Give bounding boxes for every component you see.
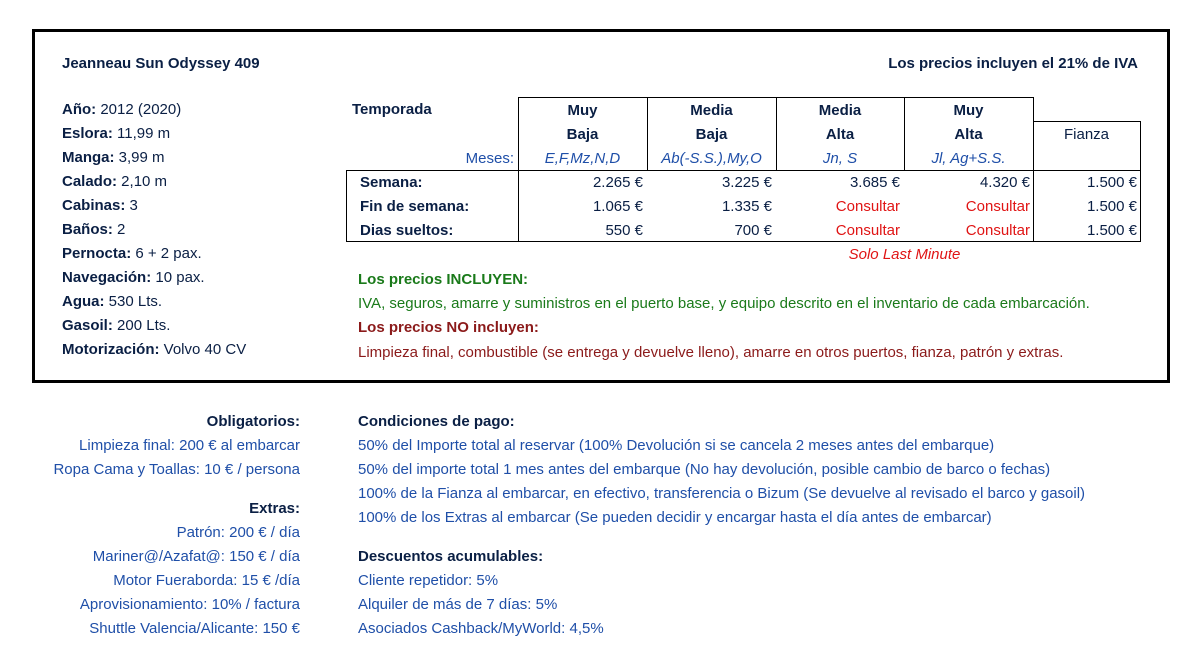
consultar-cell: Consultar [965,222,1030,239]
price-cell: 3.225 € [721,174,772,191]
season-1-line2: Baja [566,126,599,143]
pago-item: 100% de los Extras al embarcar (Se pueden decidir y encargar hasta el día antes de embarcar) [358,509,992,526]
spec-beam: Manga: 3,99 m [62,149,165,166]
temporada-label: Temporada [352,101,432,118]
descuento-item: Alquiler de más de 7 días: 5% [358,596,558,613]
spec-length: Eslora: 11,99 m [62,125,171,142]
iva-note: Los precios incluyen el 21% de IVA [888,55,1138,72]
season-2-line2: Baja [695,126,728,143]
price-cell: 550 € [605,222,643,239]
row-dias-sueltos-label: Dias sueltos: [360,222,454,239]
price-cell: 3.685 € [849,174,900,191]
descuentos-title: Descuentos acumulables: [358,548,544,565]
spec-bathrooms: Baños: 2 [62,221,126,238]
fianza-cell: 1.500 € [1086,198,1137,215]
includes-text: IVA, seguros, amarre y suministros en el puerto base, y equipo descrito en el inventario de cada embarcación. [358,295,1090,312]
extra-item: Aprovisionamiento: 10% / factura [79,596,300,613]
fianza-cell: 1.500 € [1086,174,1137,191]
obligatorio-item: Limpieza final: 200 € al embarcar [79,437,300,454]
fianza-cell: 1.500 € [1086,222,1137,239]
spec-water: Agua: 530 Lts. [62,293,163,310]
season-4-line1: Muy [953,102,984,119]
price-cell: 1.335 € [721,198,772,215]
season-3-line1: Media [818,102,862,119]
includes-title: Los precios INCLUYEN: [358,271,529,288]
boat-name: Jeanneau Sun Odyssey 409 [62,55,260,72]
spec-draft: Calado: 2,10 m [62,173,168,190]
price-cell: 700 € [734,222,772,239]
pago-item: 100% de la Fianza al embarcar, en efectivo, transferencia o Bizum (Se devuelve al revisado el barco y gasoil) [358,485,1086,502]
spec-overnight: Pernocta: 6 + 2 pax. [62,245,202,262]
extra-item: Mariner@/Azafat@: 150 € / día [92,548,300,565]
spec-cabins: Cabinas: 3 [62,197,138,214]
fianza-header: Fianza [1063,126,1110,143]
spec-navigation: Navegación: 10 pax. [62,269,205,286]
spec-diesel: Gasoil: 200 Lts. [62,317,171,334]
season-1-months: E,F,Mz,N,D [544,150,621,167]
obligatorios-title: Obligatorios: [206,413,300,430]
price-cell: 1.065 € [592,198,643,215]
season-3-months: Jn, S [822,150,858,167]
last-minute-note: Solo Last Minute [848,246,961,263]
row-semana-label: Semana: [360,174,423,191]
excludes-title: Los precios NO incluyen: [358,319,539,336]
pago-item: 50% del importe total 1 mes antes del embarque (No hay devolución, posible cambio de barco o fechas) [358,461,1051,478]
excludes-text: Limpieza final, combustible (se entrega y devuelve lleno), amarre en otros puertos, fianza, patrón y extras. [358,344,1064,361]
season-4-line2: Alta [954,126,983,143]
season-2-line1: Media [690,102,733,119]
extras-title: Extras: [249,500,300,517]
consultar-cell: Consultar [835,198,900,215]
price-cell: 2.265 € [592,174,643,191]
row-fin-semana-label: Fin de semana: [360,198,470,215]
descuento-item: Asociados Cashback/MyWorld: 4,5% [358,620,604,637]
pago-item: 50% del Importe total al reservar (100% Devolución si se cancela 2 meses antes del embarque) [358,437,995,454]
season-1-line1: Muy [567,102,598,119]
spec-year: Año: 2012 (2020) [62,101,182,118]
obligatorio-item: Ropa Cama y Toallas: 10 € / persona [53,461,300,478]
season-3-line2: Alta [825,126,855,143]
meses-label: Meses: [465,150,514,167]
extra-item: Patrón: 200 € / día [176,524,300,541]
extra-item: Motor Fueraborda: 15 € /día [113,572,300,589]
consultar-cell: Consultar [835,222,900,239]
consultar-cell: Consultar [965,198,1030,215]
spec-engine: Motorización: Volvo 40 CV [62,341,247,358]
price-cell: 4.320 € [979,174,1030,191]
pago-title: Condiciones de pago: [358,413,515,430]
descuento-item: Cliente repetidor: 5% [358,572,499,589]
season-2-months: Ab(-S.S.),My,O [661,150,762,167]
extra-item: Shuttle Valencia/Alicante: 150 € [89,620,300,637]
season-4-months: Jl, Ag+S.S. [931,150,1006,167]
